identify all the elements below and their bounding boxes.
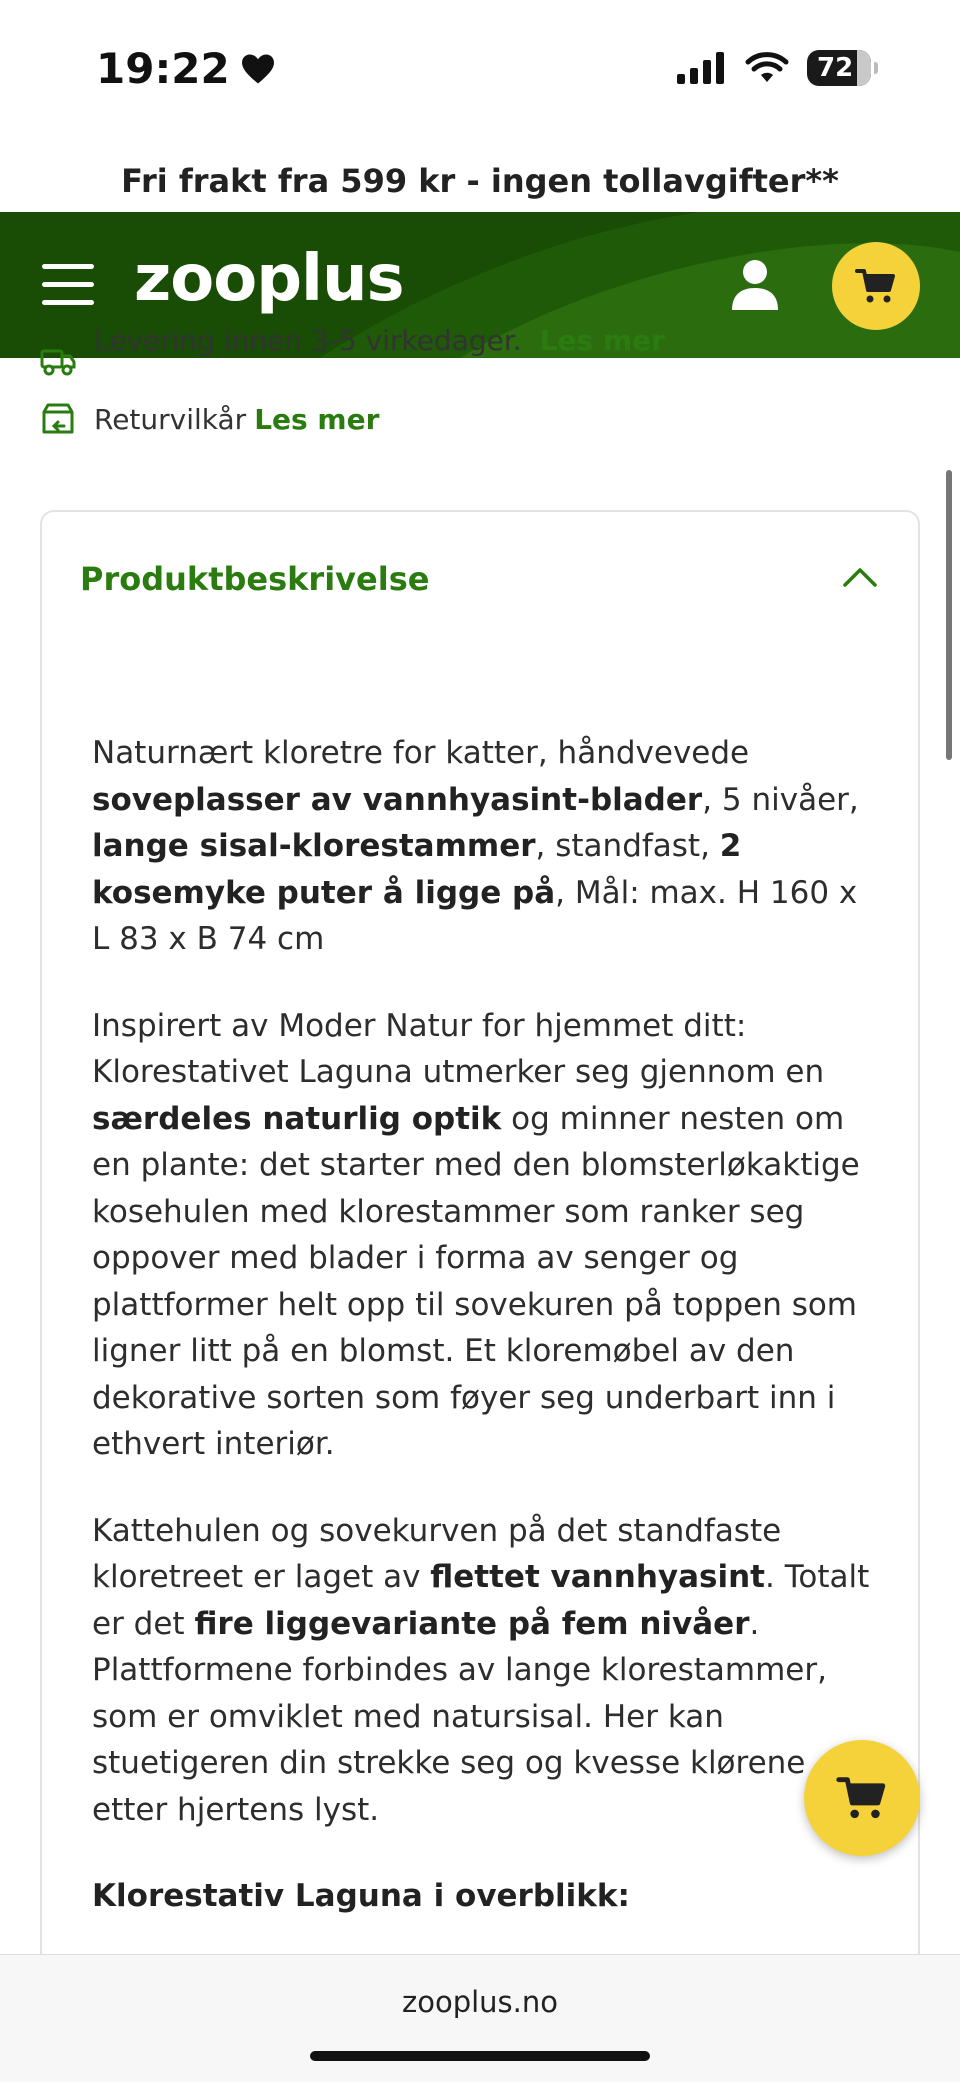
description-paragraph: Kattehulen og sovekurven på det standfaste kloretreet er laget av flettet vannhyasint. Totalt er det fire liggevariante på fem nivåer. Plattformene forbindes av lange klorestammer, som er omviklet med natursisal. Her kan stuetigeren din strekke seg og kvesse klørene etter hjertens lyst. (92, 1512, 870, 1828)
cart-icon (856, 268, 896, 304)
home-indicator[interactable] (310, 2051, 650, 2061)
promo-banner: Fri frakt fra 599 kr - ingen tollavgifter** (121, 162, 839, 200)
browser-bottom-bar (0, 1954, 960, 2082)
delivery-text: Levering innen 3-5 virkedager. (94, 323, 522, 357)
delivery-read-more-link[interactable]: Les mer (539, 323, 665, 357)
accordion-title[interactable]: Produktbeskrivelse (80, 560, 430, 598)
zooplus-logo[interactable]: zooplus (134, 242, 404, 316)
delivery-info (40, 323, 665, 382)
heart-icon (240, 53, 276, 85)
overview-heading: Klorestativ Laguna i overblikk: (92, 1878, 630, 1914)
cart-icon (837, 1776, 887, 1820)
chevron-up-icon[interactable] (842, 566, 878, 588)
returns-info (40, 402, 379, 436)
clock (96, 44, 276, 93)
description-body (92, 730, 882, 1920)
truck-icon (40, 347, 76, 377)
description-paragraph: Inspirert av Moder Natur for hjemmet ditt: Klorestativet Laguna utmerker seg gjennom en særdeles naturlig optik og minner nesten om en plante: det starter med den blomsterløkaktige kosehulen med klorestammer som ranker seg oppover med blader i forma av senger og plattformer helt opp til sovekuren på toppen som ligner litt på en blomst. Et kloremøbel av den dekorative sorten som føyer seg underbart inn i ethvert interiør. (92, 1007, 860, 1462)
header-cart-button[interactable] (832, 242, 920, 330)
product-description-card (40, 510, 920, 2030)
menu-button[interactable] (42, 264, 94, 306)
user-account-icon[interactable] (730, 258, 780, 312)
returns-read-more-link[interactable]: Les mer (254, 402, 380, 436)
browser-url[interactable]: zooplus.no (401, 1985, 558, 2019)
page-scrollbar[interactable] (946, 470, 952, 760)
status-bar (0, 0, 960, 140)
return-box-icon (40, 402, 76, 436)
signal-icon (677, 52, 727, 84)
wifi-icon (745, 52, 789, 84)
floating-cart-button[interactable] (804, 1740, 920, 1856)
battery-icon (807, 50, 871, 86)
battery-level: 72 (817, 53, 854, 83)
description-paragraph: Naturnært kloretre for katter, håndvevede soveplasser av vannhyasint-blader, 5 nivåer, lange sisal-klorestammer, standfast, 2 kosemyke puter å ligge på, Mål: max. H 160 x L 83 x B 74 cm (92, 735, 859, 957)
returns-text: Returvilkår (94, 402, 247, 436)
time-text: 19:22 (96, 44, 230, 93)
